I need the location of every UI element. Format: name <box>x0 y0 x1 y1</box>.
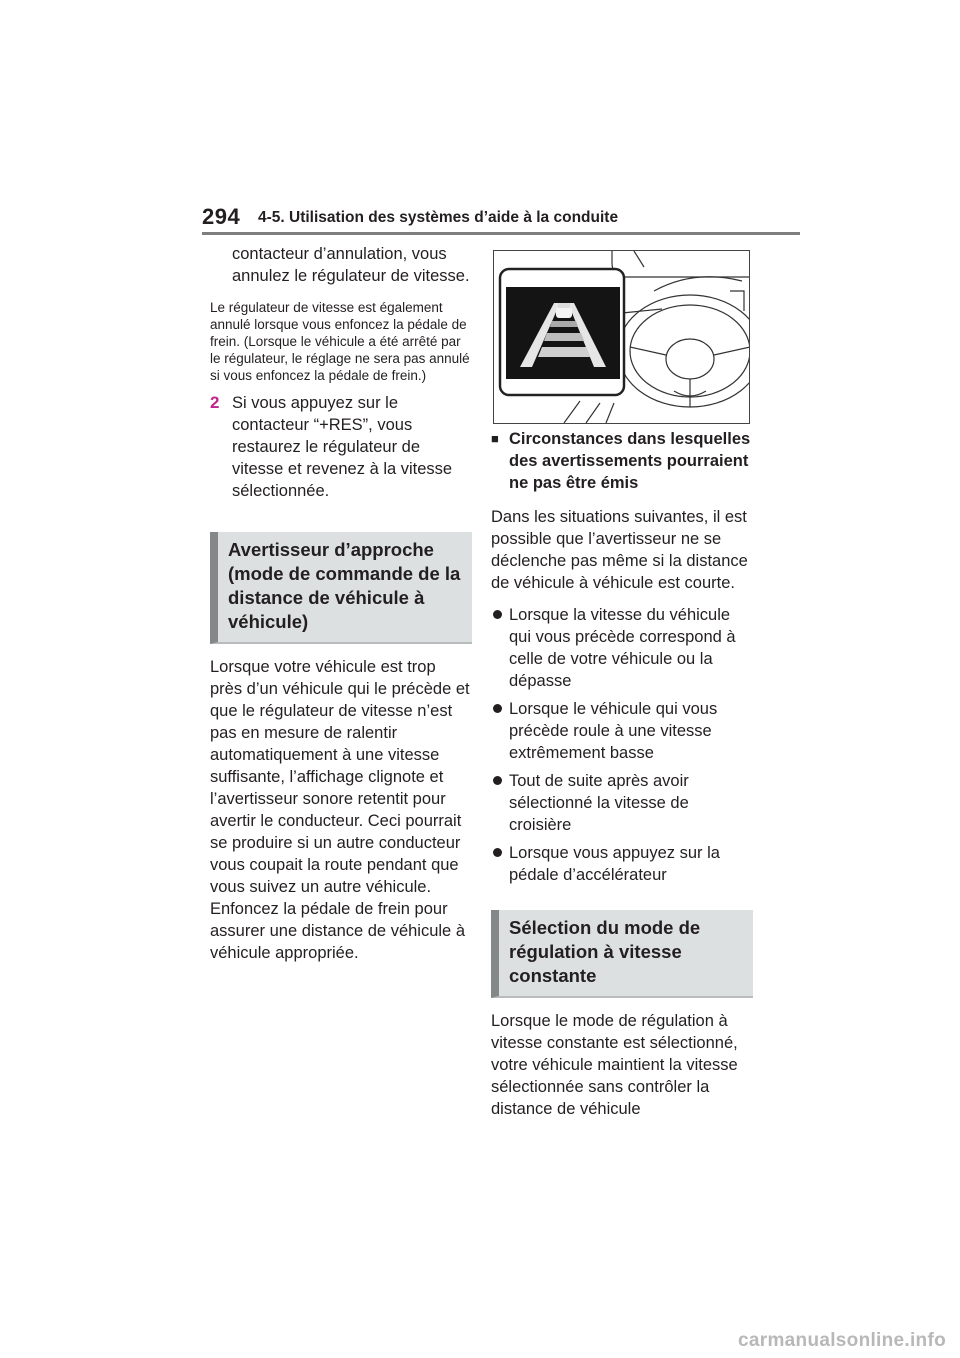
list-item <box>491 842 753 886</box>
subheading-text: Circonstances dans lesquelles des avertissements pourraient ne pas être émis <box>509 430 751 492</box>
bullet-dot-icon <box>491 698 509 764</box>
bullet-dot-icon <box>491 604 509 692</box>
circumstances-intro: Dans les situations suivantes, il est possible que l’avertisseur ne se déclenche pas même si la distance de véhicule à véhicule est courte. <box>491 508 748 592</box>
list-item-text: Lorsque le véhicule qui vous précède roule à une vitesse extrêmement basse <box>509 700 718 762</box>
list-item-text: Tout de suite après avoir sélectionné la vitesse de croisière <box>509 772 689 834</box>
watermark: carmanualsonline.info <box>738 1330 946 1351</box>
list-item <box>491 604 753 692</box>
section-title: 4-5. Utilisation des systèmes d’aide à la conduite <box>258 209 619 226</box>
step-number: 2 <box>210 393 220 412</box>
section-heading-constant-speed: Sélection du mode de régulation à vitesse constante <box>491 910 753 998</box>
list-item-text: Lorsque la vitesse du véhicule qui vous précède correspond à celle de votre véhicule ou la dépasse <box>509 606 736 690</box>
left-column <box>210 243 472 964</box>
list-item <box>491 770 753 836</box>
dashboard-drawing <box>494 251 749 423</box>
section-heading-approach-warning: Avertisseur d’approche (mode de commande de la distance de véhicule à véhicule) <box>210 532 472 644</box>
header-rule <box>202 232 800 235</box>
right-column <box>491 428 753 1120</box>
continuation-text: contacteur d’annulation, vous annulez le régulateur de vitesse. <box>232 245 470 285</box>
note-text: Le régulateur de vitesse est également annulé lorsque vous enfoncez la pédale de frein. (Lorsque le véhicule a été arrêté par le régulateur, le réglage ne sera pas annulé si vous enfoncez la pédale de frein.) <box>210 300 470 383</box>
step-2 <box>210 392 472 502</box>
page-number: 294 <box>202 204 241 229</box>
constant-speed-text: Lorsque le mode de régulation à vitesse constante est sélectionné, votre véhicule maintient la vitesse sélectionnée sans contrôler la distance de véhicule <box>491 1012 738 1118</box>
list-item <box>491 698 753 764</box>
dashboard-illustration <box>493 250 750 424</box>
bullet-dot-icon <box>491 770 509 836</box>
subheading-circumstances <box>491 428 753 494</box>
approach-warning-text: Lorsque votre véhicule est trop près d’un véhicule qui le précède et que le régulateur de vitesse n’est pas en mesure de ralentir automatiquement à une vitesse suffisante, l’affichage clignote et l’avertisseur sonore retentit pour avertir le conducteur. Ceci pourrait se produire si un autre conducteur vous coupait la route pendant que vous suivez un autre véhicule. Enfoncez la pédale de frein pour assurer une distance de véhicule à véhicule appropriée. <box>210 658 470 962</box>
step-2-text: Si vous appuyez sur le contacteur “+RES”, vous restaurez le régulateur de vitesse et revenez à la vitesse sélectionnée. <box>232 394 453 500</box>
square-bullet-icon: ■ <box>491 431 499 446</box>
list-item-text: Lorsque vous appuyez sur la pédale d’accélérateur <box>509 844 720 884</box>
bullet-dot-icon <box>491 842 509 886</box>
